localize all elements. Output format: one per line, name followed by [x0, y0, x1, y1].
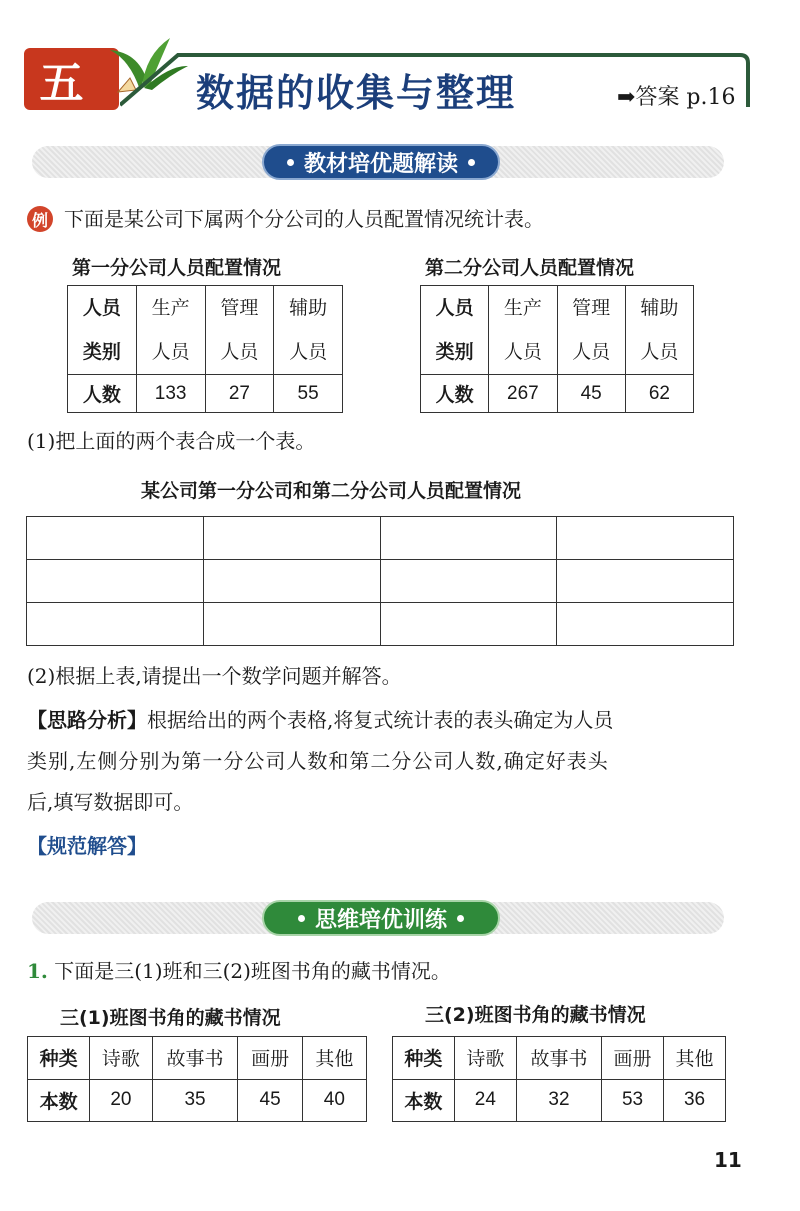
header-text: 管理: [572, 297, 611, 319]
row-label: 人数: [421, 375, 489, 413]
analysis-line-2: 类别,左侧分别为第一分公司人数和第二分公司人数,确定好表头: [27, 749, 609, 773]
header-text: 人员: [289, 341, 328, 363]
header-text: 生产: [503, 297, 542, 319]
answer-reference-text: 答案 p.16: [635, 85, 736, 110]
dot-icon: [287, 159, 294, 166]
header-text: 类别: [82, 341, 121, 363]
blank-cell[interactable]: [557, 603, 734, 646]
blank-cell[interactable]: [203, 517, 380, 560]
table-cell: 53: [602, 1079, 664, 1122]
table-cell: 24: [454, 1079, 516, 1122]
table-cell: 40: [302, 1079, 366, 1122]
column-header: 诗歌: [90, 1037, 152, 1080]
column-header: 种类: [393, 1037, 455, 1080]
header-corner-cell: [421, 286, 489, 375]
branch2-table: [420, 285, 694, 413]
table-cell: 133: [136, 375, 205, 413]
page-number: 11: [714, 1148, 742, 1172]
column-header: [136, 286, 205, 375]
header-text: 人员: [82, 297, 121, 319]
header-corner-cell: [68, 286, 137, 375]
example-badge: [27, 206, 53, 232]
column-header: [557, 286, 625, 375]
section-title: 思维培优训练: [314, 907, 447, 933]
table-cell: 267: [489, 375, 557, 413]
exercise-number: 1.: [27, 959, 48, 983]
example-intro-text: 下面是某公司下属两个分公司的人员配置情况统计表。: [64, 207, 544, 231]
blank-cell[interactable]: [380, 517, 557, 560]
dot-icon: [298, 915, 305, 922]
table-cell: 35: [152, 1079, 238, 1122]
blank-cell[interactable]: [27, 517, 204, 560]
column-header: 种类: [28, 1037, 90, 1080]
blank-cell[interactable]: [380, 560, 557, 603]
blank-cell[interactable]: [557, 517, 734, 560]
column-header: 画册: [602, 1037, 664, 1080]
class1-books-table: [27, 1036, 367, 1122]
column-header: 故事书: [516, 1037, 601, 1080]
branch1-table: [67, 285, 343, 413]
header-text: 管理: [220, 297, 259, 319]
table-cell: 32: [516, 1079, 601, 1122]
dot-icon: [457, 915, 464, 922]
dot-icon: [468, 159, 475, 166]
column-header: 其他: [302, 1037, 366, 1080]
table-cell: 62: [625, 375, 693, 413]
column-header: 故事书: [152, 1037, 238, 1080]
blank-cell[interactable]: [203, 560, 380, 603]
table-cell: 45: [557, 375, 625, 413]
table-cell: 45: [238, 1079, 302, 1122]
table-cell: 36: [664, 1079, 726, 1122]
analysis-text: 根据给出的两个表格,将复式统计表的表头确定为人员: [147, 708, 614, 732]
answer-reference-link[interactable]: [617, 80, 736, 111]
header-text: 人员: [151, 341, 190, 363]
exercise-question: 下面是三(1)班和三(2)班图书角的藏书情况。: [54, 959, 451, 983]
table2-caption: 第二分公司人员配置情况: [425, 257, 635, 279]
question-1-text: (1)把上面的两个表合成一个表。: [27, 429, 316, 453]
header-text: 人员: [572, 341, 611, 363]
exercise-1-text: [27, 957, 451, 985]
header-text: 人员: [220, 341, 259, 363]
header-text: 生产: [151, 297, 190, 319]
row-label: 人数: [68, 375, 137, 413]
column-header: 诗歌: [454, 1037, 516, 1080]
combined-table-caption: 某公司第一分公司和第二分公司人员配置情况: [141, 480, 522, 502]
example-badge-label: 例: [31, 210, 48, 230]
blank-cell[interactable]: [557, 560, 734, 603]
header-text: 人员: [640, 341, 679, 363]
header-text: 辅助: [640, 297, 679, 319]
section-title-pill: [262, 900, 500, 936]
column-header: [625, 286, 693, 375]
blank-cell[interactable]: [203, 603, 380, 646]
analysis-line-1: [27, 706, 613, 734]
class1-table-caption: 三(1)班图书角的藏书情况: [60, 1007, 281, 1029]
row-label: 本数: [393, 1079, 455, 1122]
header-text: 人员: [435, 297, 474, 319]
question-2-text: (2)根据上表,请提出一个数学问题并解答。: [27, 664, 402, 688]
column-header: 画册: [238, 1037, 302, 1080]
table-cell: 20: [90, 1079, 152, 1122]
analysis-line-3: 后,填写数据即可。: [27, 790, 194, 814]
header-text: 辅助: [289, 297, 328, 319]
row-label: 本数: [28, 1079, 90, 1122]
blank-cell[interactable]: [380, 603, 557, 646]
table-cell: 27: [205, 375, 274, 413]
chapter-title: 数据的收集与整理: [196, 71, 517, 115]
header-text: 类别: [435, 341, 474, 363]
combined-answer-table[interactable]: [26, 516, 734, 646]
header-text: 人员: [503, 341, 542, 363]
column-header: [205, 286, 274, 375]
column-header: 其他: [664, 1037, 726, 1080]
column-header: [274, 286, 343, 375]
answer-label: 【规范解答】: [27, 834, 147, 858]
arrow-right-icon: ➡: [617, 84, 636, 110]
class2-table-caption: 三(2)班图书角的藏书情况: [425, 1004, 646, 1026]
section-title-pill: [262, 144, 500, 180]
chapter-number: 五: [39, 58, 84, 109]
blank-cell[interactable]: [27, 560, 204, 603]
table1-caption: 第一分公司人员配置情况: [72, 257, 282, 279]
analysis-label: 【思路分析】: [27, 708, 147, 732]
table-cell: 55: [274, 375, 343, 413]
blank-cell[interactable]: [27, 603, 204, 646]
column-header: [489, 286, 557, 375]
class2-books-table: [392, 1036, 726, 1122]
section-title: 教材培优题解读: [303, 151, 458, 177]
